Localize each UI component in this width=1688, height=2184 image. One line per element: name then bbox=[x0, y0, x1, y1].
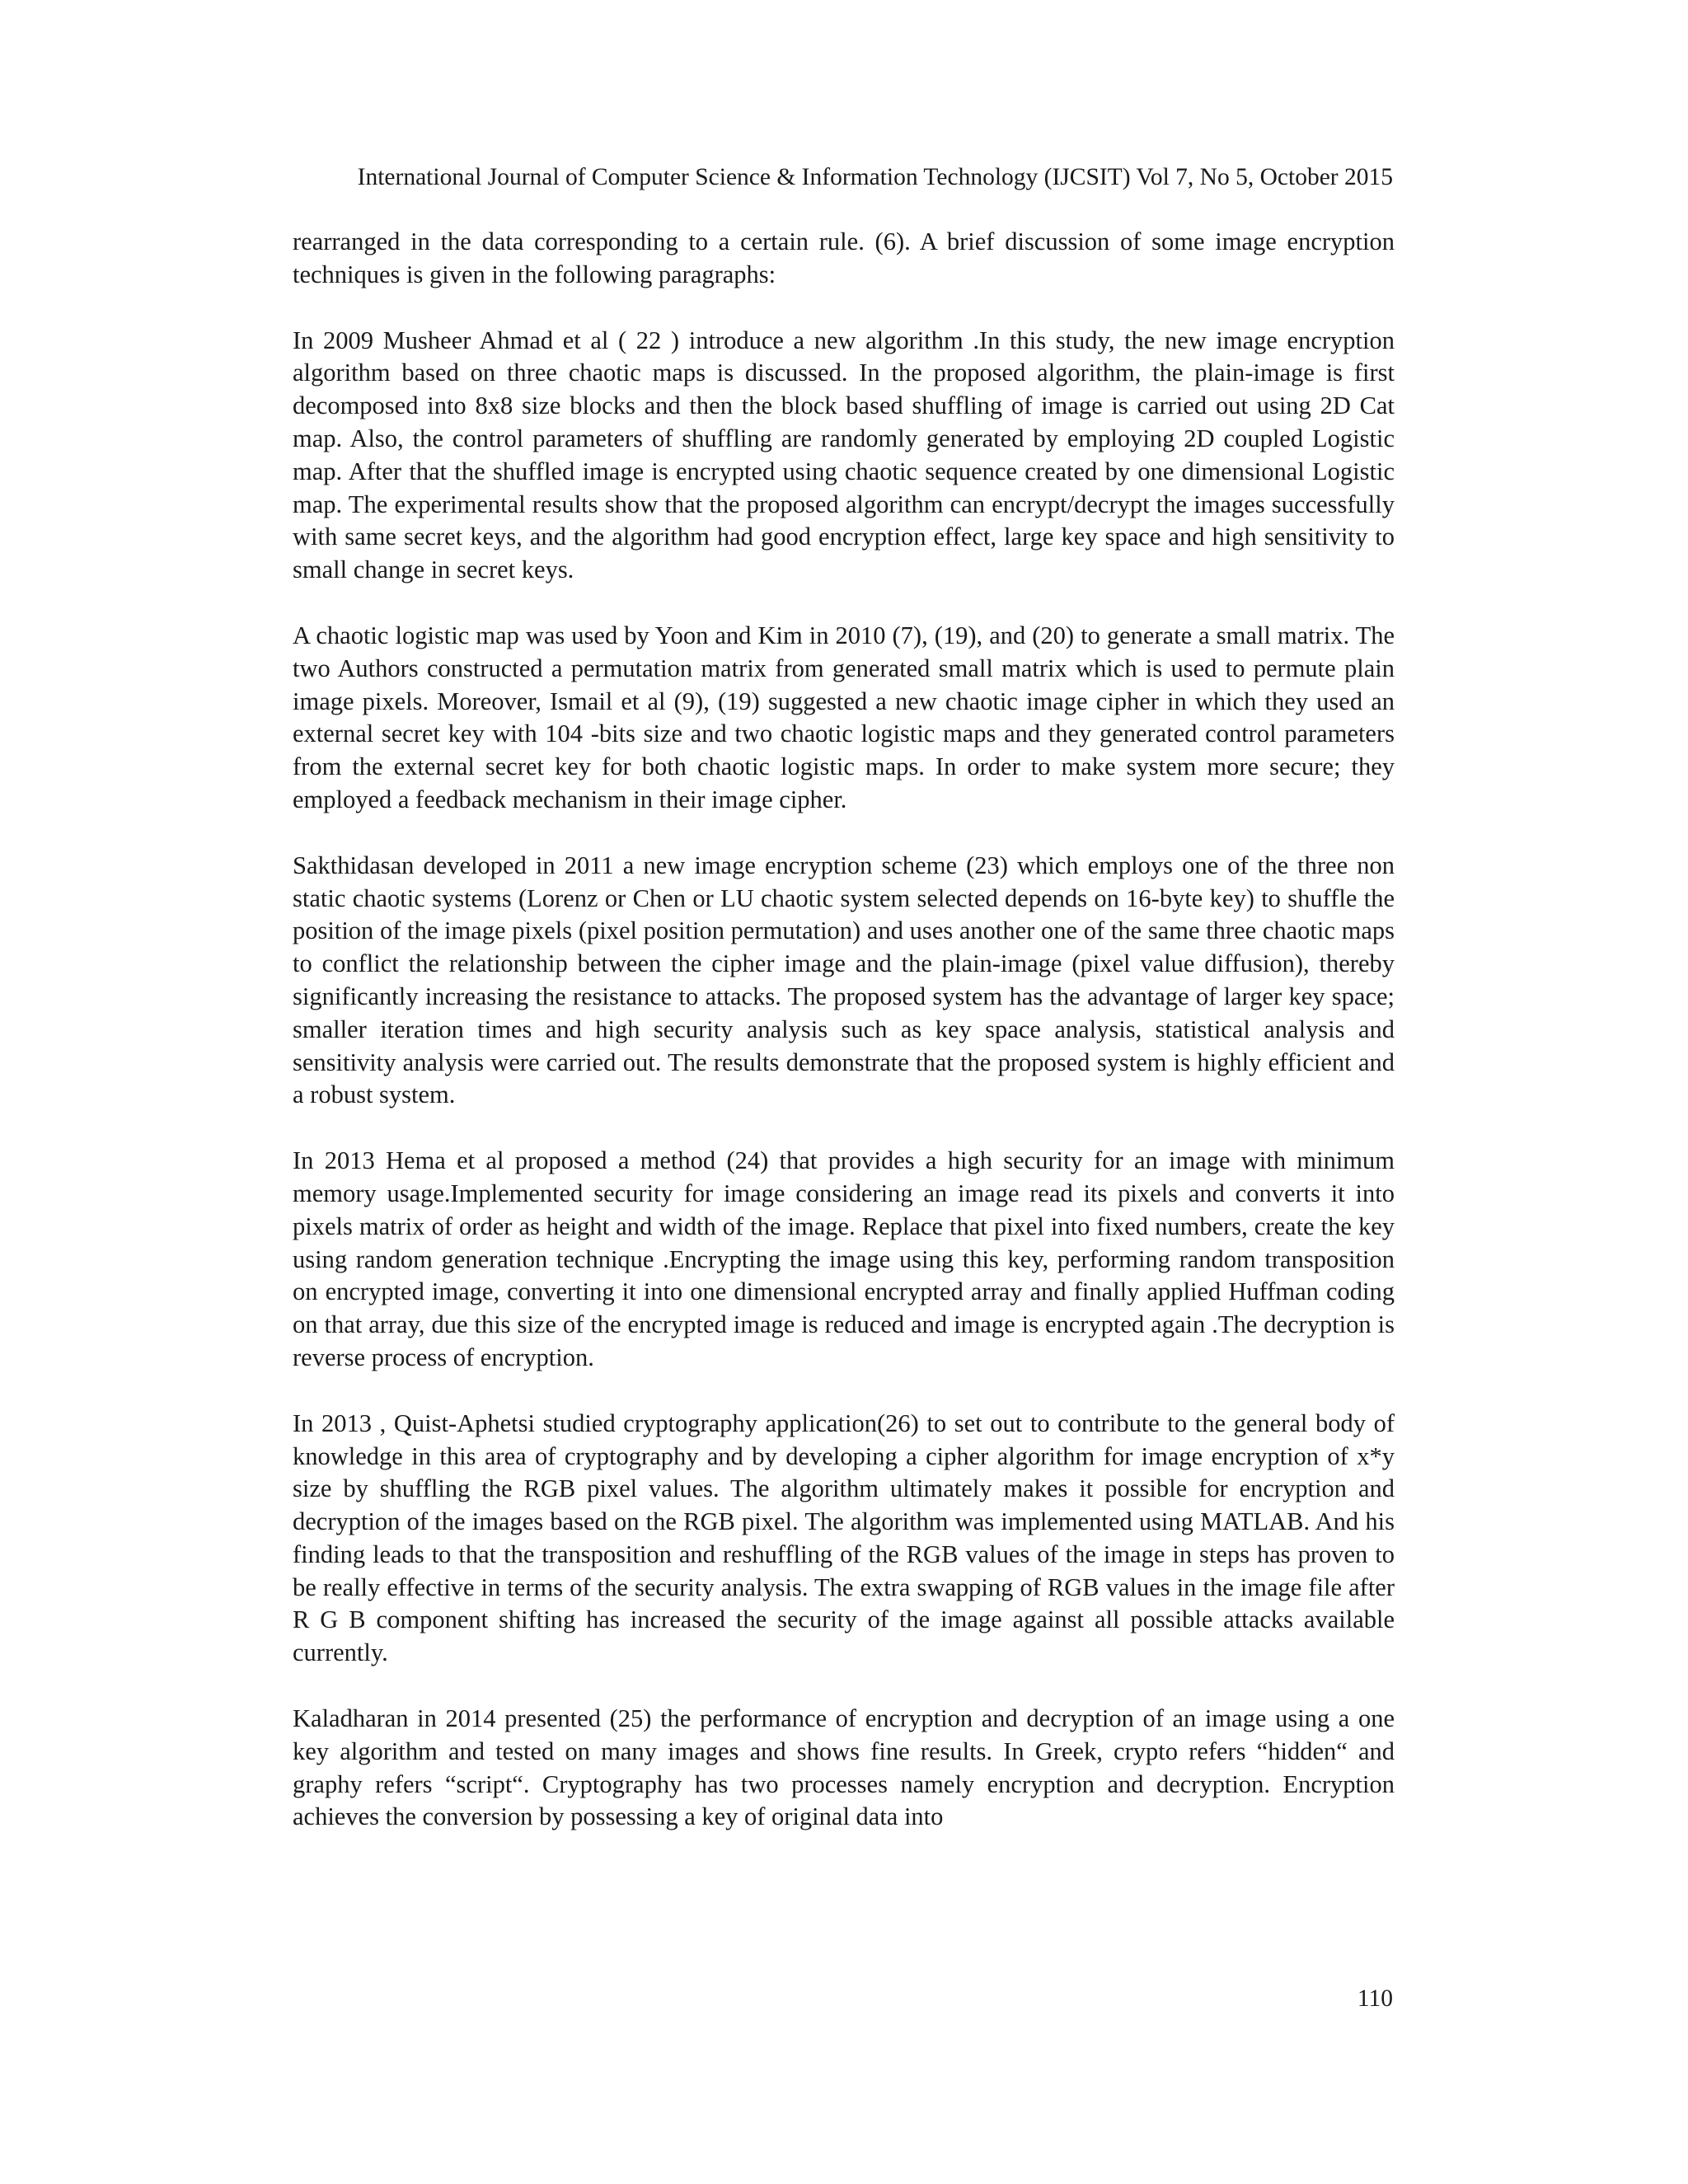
paragraph-musheer-ahmad-2009: In 2009 Musheer Ahmad et al ( 22 ) introduce a new algorithm .In this study, the new image encryption algorithm based on three chaotic maps is discussed. In the proposed algorithm, the plain-image is first decomposed into 8x8 size blocks and then the block based shuffling of image is carried out using 2D Cat map. Also, the control parameters of shuffling are randomly generated by employing 2D coupled Logistic map. After that the shuffled image is encrypted using chaotic sequence created by one dimensional Logistic map. The experimental results show that the proposed algorithm can encrypt/decrypt the images successfully with same secret keys, and the algorithm had good encryption effect, large key space and high sensitivity to small change in secret keys. bbox=[293, 326, 1395, 584]
body-text bbox=[293, 226, 1395, 1867]
paragraph-hema-2013: In 2013 Hema et al proposed a method (24) that provides a high security for an image with minimum memory usage.Implemented security for image considering an image read its pixels and converts it into pixels matrix of order as height and width of the image. Replace that pixel into fixed numbers, create the key using random generation technique .Encrypting the image using this key, performing random transposition on encrypted image, converting it into one dimensional encrypted array and finally applied Huffman coding on that array, due this size of the encrypted image is reduced and image is encrypted again .The decryption is reverse process of encryption. bbox=[293, 1146, 1395, 1371]
paragraph-quist-aphetsi-2013: In 2013 , Quist-Aphetsi studied cryptography application(26) to set out to contribute to the general body of knowledge in this area of cryptography and by developing a cipher algorithm for image encryption of x*y size by shuffling the RGB pixel values. The algorithm ultimately makes it possible for encryption and decryption of the images based on the RGB pixel. The algorithm was implemented using MATLAB. And his finding leads to that the transposition and reshuffling of the RGB values of the image in steps has proven to be really effective in terms of the security analysis. The extra swapping of RGB values in the image file after R G B component shifting has increased the security of the image against all possible attacks available currently. bbox=[293, 1408, 1395, 1667]
paragraph-intro-continuation: rearranged in the data corresponding to a certain rule. (6). A brief discussion of some image encryption techniques is given in the following paragraphs: bbox=[293, 227, 1395, 288]
paragraph-kaladharan-2014: Kaladharan in 2014 presented (25) the performance of encryption and decryption of an image using a one key algorithm and tested on many images and shows fine results. In Greek, crypto refers “hidden“ and graphy refers “script“. Cryptography has two processes namely encryption and decryption. Encryption achieves the conversion by possessing a key of original data into bbox=[293, 1704, 1395, 1831]
paragraph-sakthidasan-2011: Sakthidasan developed in 2011 a new image encryption scheme (23) which employs one of the three non static chaotic systems (Lorenz or Chen or LU chaotic system selected depends on 16-byte key) to shuffle the position of the image pixels (pixel position permutation) and uses another one of the same three chaotic maps to conflict the relationship between the cipher image and the plain-image (pixel value diffusion), thereby significantly increasing the resistance to attacks. The proposed system has the advantage of larger key space; smaller iteration times and high security analysis such as key space analysis, statistical analysis and sensitivity analysis were carried out. The results demonstrate that the proposed system is highly efficient and a robust system. bbox=[293, 851, 1395, 1109]
paragraph-yoon-kim-2010: A chaotic logistic map was used by Yoon and Kim in 2010 (7), (19), and (20) to generate a small matrix. The two Authors constructed a permutation matrix from generated small matrix which is used to permute plain image pixels. Moreover, Ismail et al (9), (19) suggested a new chaotic image cipher in which they used an external secret key with 104 -bits size and two chaotic logistic maps and they generated control parameters from the external secret key for both chaotic logistic maps. In order to make system more secure; they employed a feedback mechanism in their image cipher. bbox=[293, 621, 1395, 813]
page-number: 110 bbox=[1357, 1985, 1393, 2012]
journal-running-header: International Journal of Computer Science & Information Technology (IJCSIT) Vol 7, No 5, October 2015 bbox=[357, 164, 1393, 190]
